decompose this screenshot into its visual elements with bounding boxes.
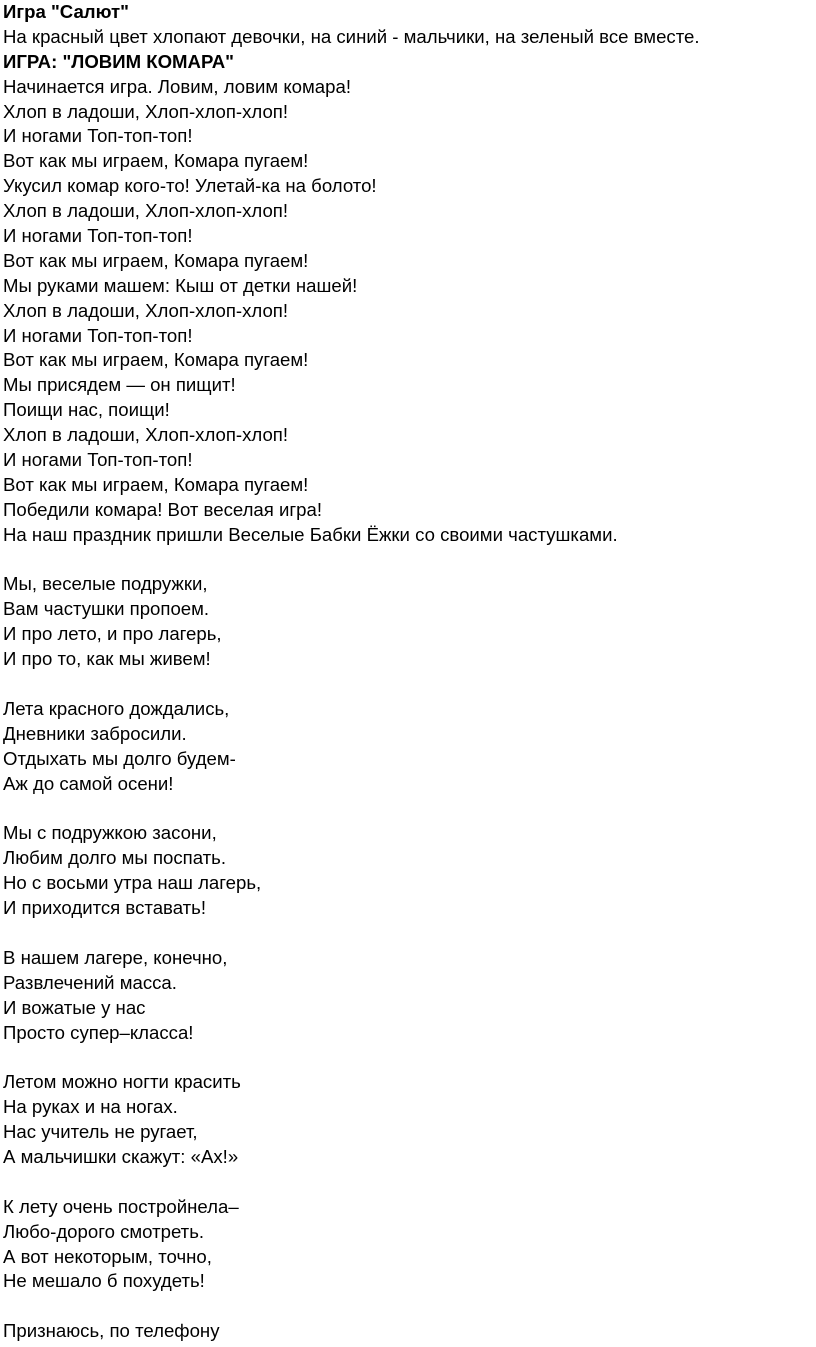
stanza-gap bbox=[3, 921, 813, 946]
stanza-3-line: Но с восьми утра наш лагерь, bbox=[3, 872, 262, 894]
stanza-5-line: А мальчишки скажут: «Ах!» bbox=[3, 1145, 239, 1167]
stanza-2-line: Отдыхать мы долго будем- bbox=[3, 747, 236, 769]
text-line: И ногами Топ-топ-топ! bbox=[3, 449, 193, 471]
stanza-3-line: Мы с подружкою засони, bbox=[3, 822, 217, 844]
stanza-6-line: Любо-дорого смотреть. bbox=[3, 1220, 205, 1242]
text-line: Вот как мы играем, Комара пугаем! bbox=[3, 349, 309, 371]
text-line: Вот как мы играем, Комара пугаем! bbox=[3, 150, 309, 172]
stanza-4-line: В нашем лагере, конечно, bbox=[3, 946, 228, 968]
heading-mosquito-game: ИГРА: "ЛОВИМ КОМАРА" bbox=[3, 50, 234, 72]
text-line: Вот как мы играем, Комара пугаем! bbox=[3, 249, 309, 271]
stanza-5-line: Летом можно ногти красить bbox=[3, 1071, 241, 1093]
stanza-5-line: Нас учитель не ругает, bbox=[3, 1121, 198, 1143]
stanza-1-line: И про лето, и про лагерь, bbox=[3, 623, 222, 645]
stanza-gap bbox=[3, 672, 813, 697]
stanza-1-line: Мы, веселые подружки, bbox=[3, 573, 208, 595]
text-line: Мы присядем — он пищит! bbox=[3, 374, 236, 396]
stanza-4-line: Просто супер–класса! bbox=[3, 1021, 194, 1043]
salut-game-rules: На красный цвет хлопают девочки, на синий - мальчики, на зеленый все вместе. bbox=[3, 25, 700, 47]
document-body bbox=[3, 0, 813, 1344]
text-line: И ногами Топ-топ-топ! bbox=[3, 225, 193, 247]
text-line: Хлоп в ладоши, Хлоп-хлоп-хлоп! bbox=[3, 424, 289, 446]
stanza-1-line: Вам частушки пропоем. bbox=[3, 598, 210, 620]
stanza-gap bbox=[3, 1045, 813, 1070]
text-line: И ногами Топ-топ-топ! bbox=[3, 324, 193, 346]
text-line: Хлоп в ладоши, Хлоп-хлоп-хлоп! bbox=[3, 100, 289, 122]
stanza-4-line: Развлечений масса. bbox=[3, 971, 177, 993]
stanza-5-line: На руках и на ногах. bbox=[3, 1096, 178, 1118]
text-line: Укусил комар кого-то! Улетай-ка на болото! bbox=[3, 175, 377, 197]
stanza-4-line: И вожатые у нас bbox=[3, 996, 146, 1018]
stanza-6-line: А вот некоторым, точно, bbox=[3, 1245, 212, 1267]
text-line: Победили комара! Вот веселая игра! bbox=[3, 498, 323, 520]
text-line: Поищи нас, поищи! bbox=[3, 399, 170, 421]
stanza-3-line: Любим долго мы поспать. bbox=[3, 847, 227, 869]
stanza-7-line: Признаюсь, по телефону bbox=[3, 1320, 220, 1342]
stanza-2-line: Дневники забросили. bbox=[3, 722, 187, 744]
stanza-6-line: К лету очень постройнела– bbox=[3, 1195, 239, 1217]
stanza-1-line: И про то, как мы живем! bbox=[3, 648, 211, 670]
text-line: Вот как мы играем, Комара пугаем! bbox=[3, 473, 309, 495]
stanza-gap bbox=[3, 1170, 813, 1195]
text-line: Мы руками машем: Кыш от детки нашей! bbox=[3, 274, 358, 296]
text-line: Хлоп в ладоши, Хлоп-хлоп-хлоп! bbox=[3, 200, 289, 222]
text-line: И ногами Топ-топ-топ! bbox=[3, 125, 193, 147]
text-line: Начинается игра. Ловим, ловим комара! bbox=[3, 75, 351, 97]
babki-yozhki-intro: На наш праздник пришли Веселые Бабки Ёжки со своими частушками. bbox=[3, 523, 618, 545]
stanza-6-line: Не мешало б похудеть! bbox=[3, 1270, 205, 1292]
stanza-2-line: Аж до самой осени! bbox=[3, 772, 174, 794]
stanza-gap bbox=[3, 548, 813, 573]
stanza-2-line: Лета красного дождались, bbox=[3, 697, 230, 719]
stanza-3-line: И приходится вставать! bbox=[3, 897, 207, 919]
text-line: Хлоп в ладоши, Хлоп-хлоп-хлоп! bbox=[3, 299, 289, 321]
heading-salut-game: Игра "Салют" bbox=[3, 1, 129, 22]
stanza-gap bbox=[3, 1294, 813, 1319]
stanza-gap bbox=[3, 797, 813, 822]
